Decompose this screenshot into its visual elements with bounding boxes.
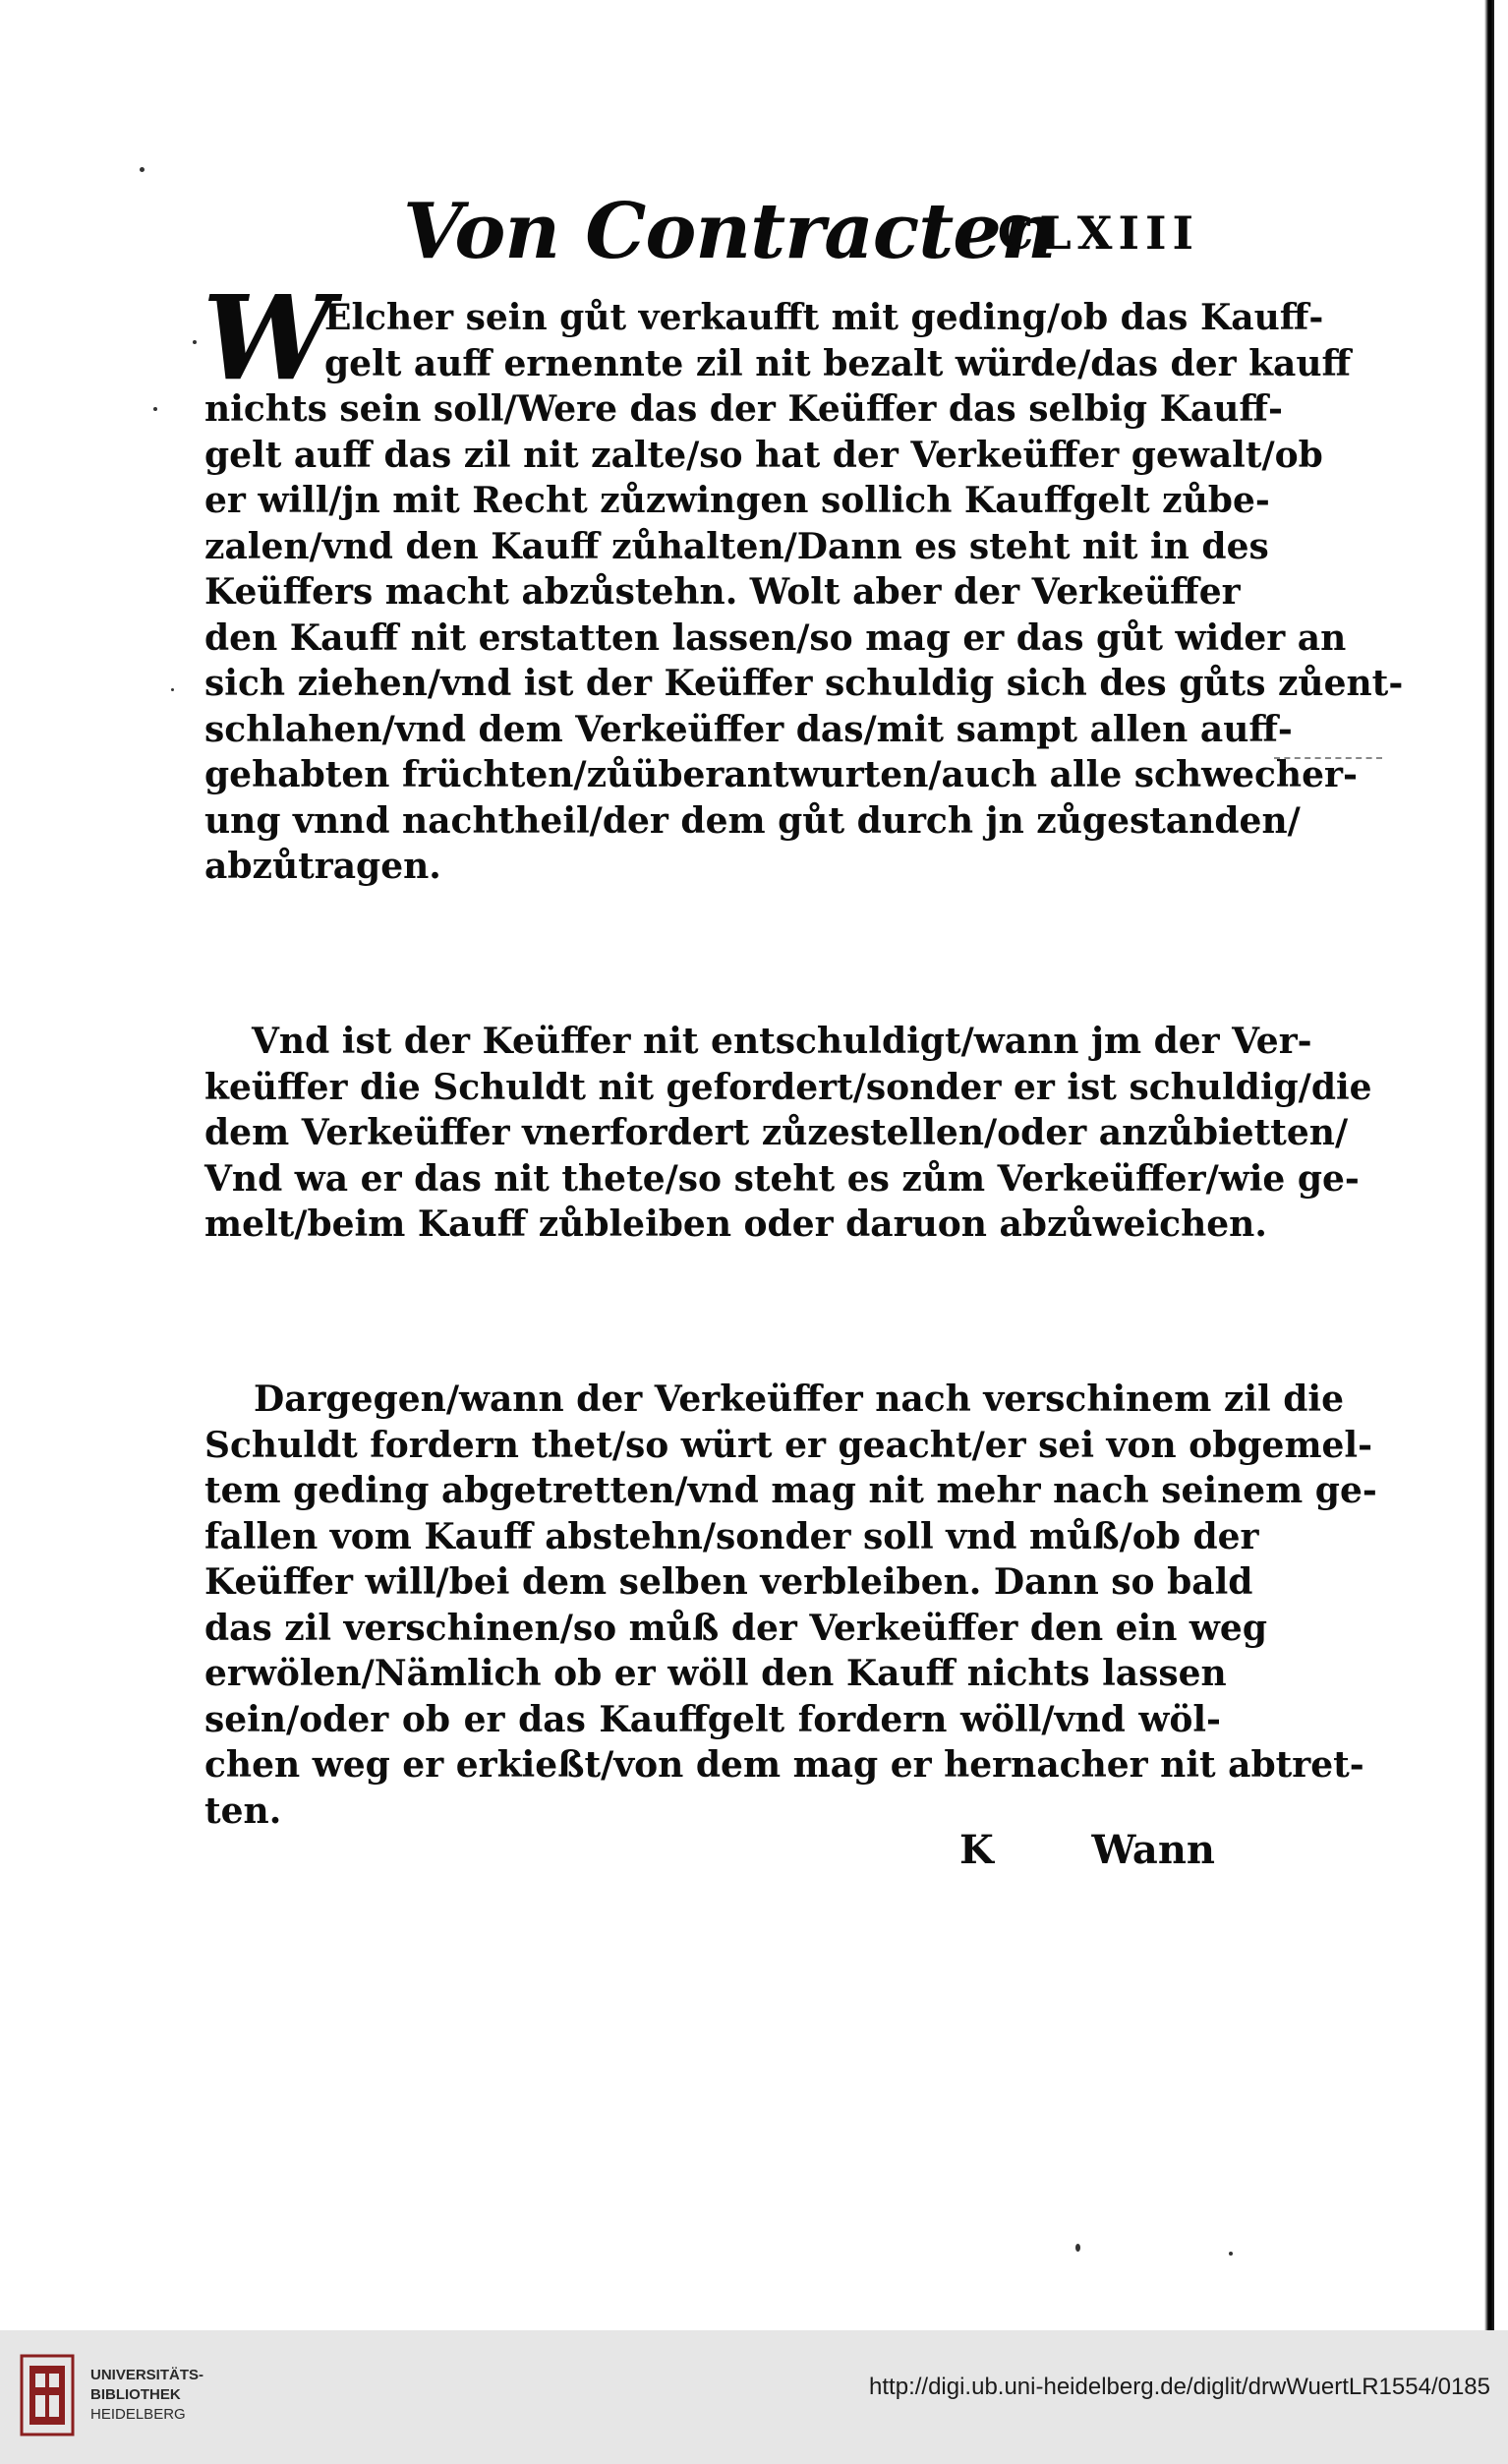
text-line: ung vnnd nachtheil/der dem gůt durch jn zůgestanden/ <box>204 799 1301 842</box>
ink-speck <box>1075 2244 1080 2252</box>
running-head <box>354 187 1219 295</box>
text-line: nichts sein soll/Were das der Keüffer das selbig Kauff- <box>204 388 1283 430</box>
text-line: Vnd ist der Keüffer nit entschuldigt/wann jm der Ver- <box>252 1021 1312 1062</box>
text-line: zalen/vnd den Kauff zůhalten/Dann es steht nit in des <box>204 525 1269 567</box>
text-line: erwölen/Nämlich ob er wöll den Kauff nichts lassen <box>204 1653 1227 1694</box>
text-line: den Kauff nit erstatten lassen/so mag er das gůt wider an <box>204 616 1347 659</box>
text-line: schlahen/vnd dem Verkeüffer das/mit sampt allen auff- <box>204 708 1293 750</box>
text-line: dem Verkeüffer vnerfordert zůzestellen/oder anzůbietten/ <box>204 1112 1349 1153</box>
signature-mark: K <box>959 1827 994 1873</box>
catchword: Wann <box>1091 1827 1215 1873</box>
library-footer <box>0 2330 1508 2464</box>
ink-speck <box>140 167 145 172</box>
ink-speck <box>193 340 197 344</box>
institution-name <box>90 2366 203 2425</box>
text-line: er will/jn mit Recht zůzwingen sollich Kauffgelt zůbe- <box>204 480 1270 521</box>
paragraph-2 <box>204 1019 1372 1248</box>
text-line: Schuldt fordern thet/so würt er geacht/er sei von obgemel- <box>204 1424 1373 1466</box>
ink-speck <box>153 407 157 411</box>
paragraph-1 <box>203 269 1404 890</box>
text-line: tem geding abgetretten/vnd mag nit mehr nach seinem ge- <box>204 1470 1377 1511</box>
university-seal-icon <box>20 2354 75 2436</box>
text-line: Keüffers macht abzůstehn. Wolt aber der Verkeüffer <box>204 571 1241 613</box>
scan-edge-shadow <box>1484 0 1494 2330</box>
text-line: gelt auff das zil nit zalte/so hat der Verkeüffer gewalt/ob <box>204 434 1323 476</box>
text-line: Elcher sein gůt verkaufft mit geding/ob das Kauff- <box>324 297 1324 338</box>
text-line: sich ziehen/vnd ist der Keüffer schuldig sich des gůts zůent- <box>204 663 1404 704</box>
text-line: chen weg er erkießt/von dem mag er hernacher nit abtret- <box>204 1744 1364 1786</box>
text-line: keüffer die Schuldt nit gefordert/sonder er ist schuldig/die <box>204 1066 1372 1108</box>
text-line: Dargegen/wann der Verkeüffer nach verschinem zil die <box>254 1379 1344 1420</box>
text-line: ten. <box>204 1789 282 1832</box>
institution-line: UNIVERSITÄTS- <box>90 2367 204 2383</box>
drop-initial: W <box>203 269 333 406</box>
text-line: abzůtragen. <box>204 846 441 887</box>
institution-line: HEIDELBERG <box>90 2406 186 2423</box>
text-line: gehabten früchten/zůüberantwurten/auch alle schwecher- <box>204 754 1358 795</box>
text-line: melt/beim Kauff zůbleiben oder daruon abzůweichen. <box>204 1203 1267 1245</box>
text-line: fallen vom Kauff abstehn/sonder soll vnd můß/ob der <box>204 1515 1259 1557</box>
paragraph-3 <box>204 1377 1377 1834</box>
text-line: das zil verschinen/so můß der Verkeüffer den ein weg <box>204 1607 1268 1649</box>
institution-line: BIBLIOTHEK <box>90 2386 181 2403</box>
catchline <box>204 1827 1221 1878</box>
text-line: sein/oder ob er das Kauffgelt fordern wöll/vnd wöl- <box>204 1698 1221 1740</box>
source-url-link[interactable]: http://digi.ub.uni-heidelberg.de/diglit/drwWuertLR1554/0185 <box>869 2374 1490 2400</box>
text-line: Keüffer will/bei dem selben verbleiben. Dann so bald <box>204 1561 1253 1603</box>
margin-dash-mark <box>1274 757 1382 759</box>
text-line: Vnd wa er das nit thete/so steht es zům Verkeüffer/wie ge- <box>204 1157 1360 1200</box>
ink-speck <box>1229 2252 1233 2256</box>
ink-speck <box>171 688 174 691</box>
text-line: gelt auff ernennte zil nit bezalt würde/das der kauff <box>324 342 1352 384</box>
page-title: Von Contracten <box>403 187 1056 276</box>
folio-number: CLXIII <box>997 206 1199 260</box>
